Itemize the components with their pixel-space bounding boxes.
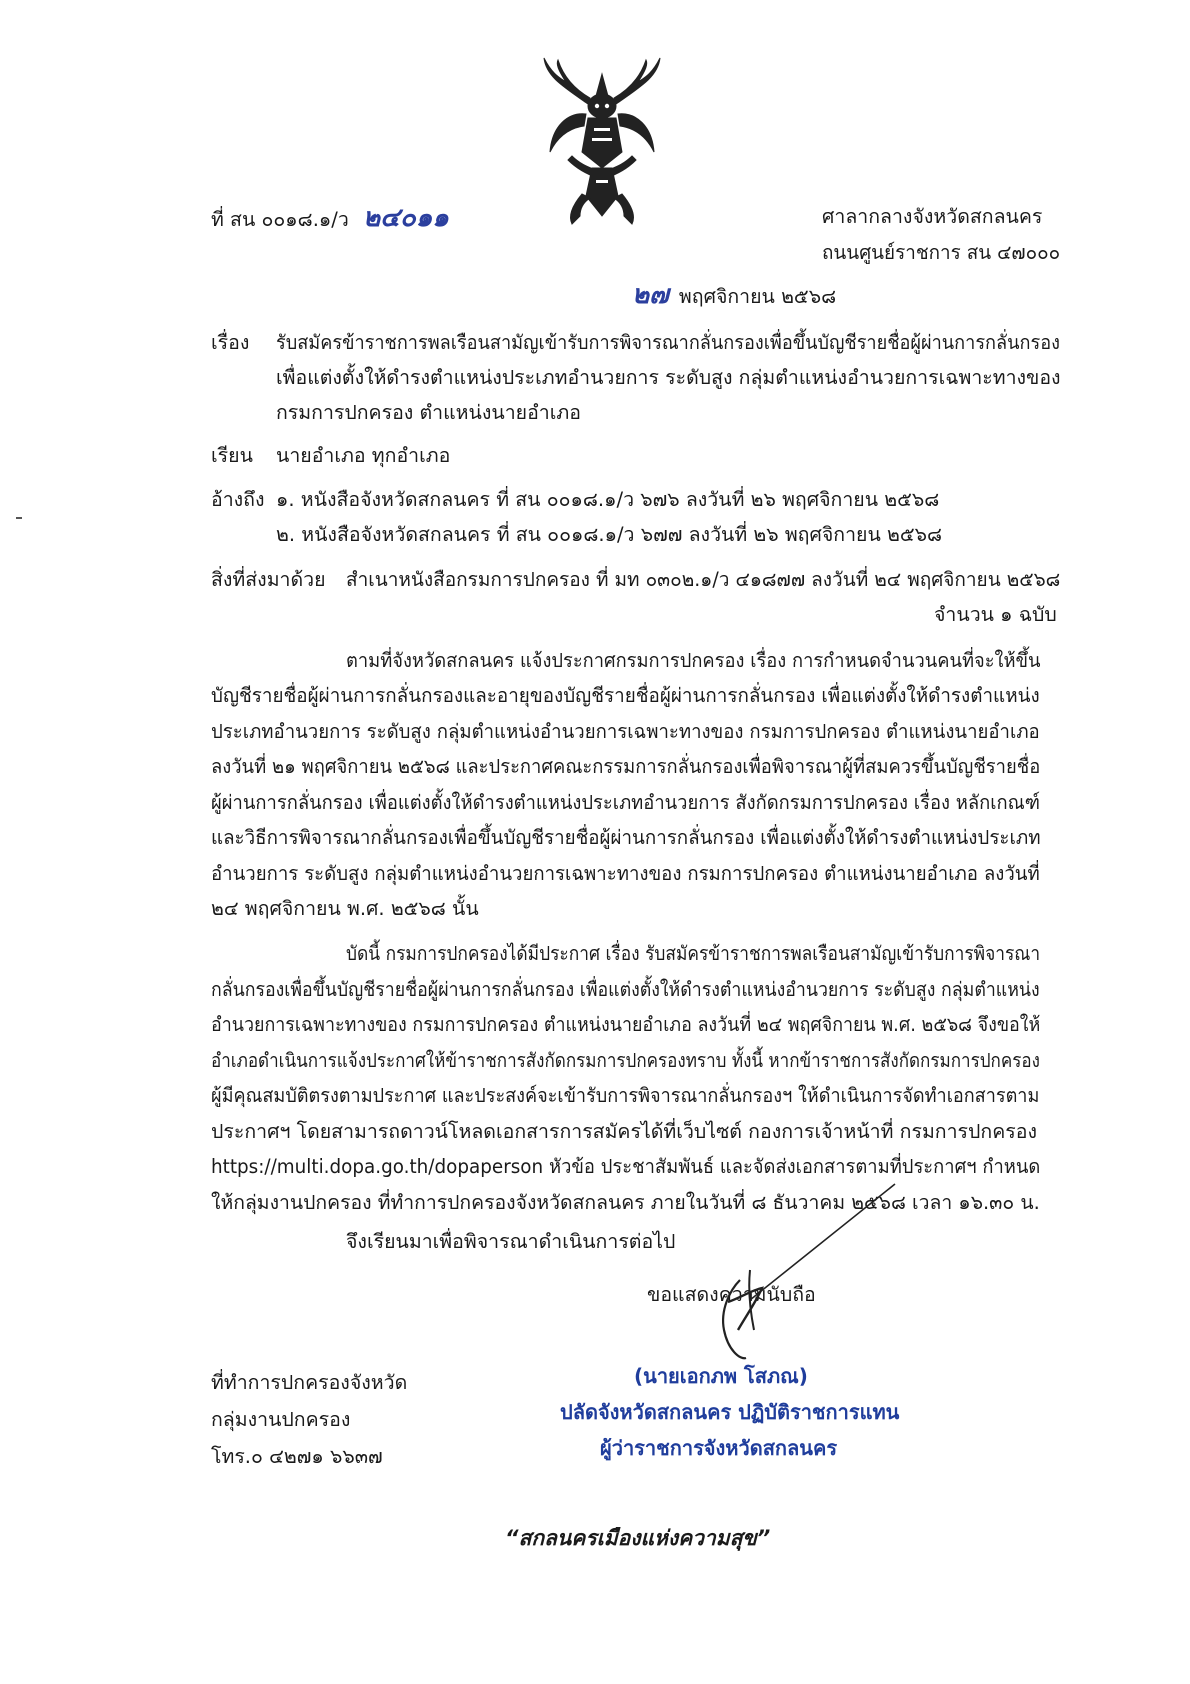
paragraph-line: ลงวันที่ ๒๑ พฤศจิกายน ๒๕๖๘ และประกาศคณะกรรมการกลั่นกรองเพื่อพิจารณาผู้ที่สมควรขึ้นบัญชีรายชื่อ xyxy=(211,755,1041,778)
paragraph-line: อำนวยการเฉพาะทางของ กรมการปกครอง ตำแหน่งนายอำเภอ ลงวันที่ ๒๔ พฤศจิกายน พ.ศ. ๒๕๖๘ จึงขอให้ xyxy=(211,1013,1041,1036)
handwritten-signature xyxy=(690,1180,900,1370)
paragraph-line: อำนวยการ ระดับสูง กลุ่มตำแหน่งอำนวยการเฉพาะทางของ กรมการปกครอง ตำแหน่งนายอำเภอ ลงวันที่ xyxy=(211,862,1040,885)
reference-item: ๑. หนังสือจังหวัดสกลนคร ที่ สน ๐๐๑๘.๑/ว ๖๗๖ ลงวันที่ ๒๖ พฤศจิกายน ๒๕๖๘ xyxy=(276,488,940,511)
date-day-handwritten: ๒๗ xyxy=(632,280,669,310)
reference-prefix: ที่ สน ๐๐๑๘.๑/ว xyxy=(211,208,349,231)
paragraph-line: ประกาศฯ โดยสามารถดาวน์โหลดเอกสารการสมัครได้ที่เว็บไซต์ กองการเจ้าหน้าที่ กรมการปกครอง xyxy=(211,1120,1037,1143)
paragraph-line: ตามที่จังหวัดสกลนคร แจ้งประกาศกรมการปกครอง เรื่อง การกำหนดจำนวนคนที่จะให้ขึ้น xyxy=(346,649,1041,672)
paragraph-line: กลั่นกรองเพื่อขึ้นบัญชีรายชื่อผู้ผ่านการกลั่นกรอง เพื่อแต่งตั้งให้ดำรงตำแหน่งอำนวยการ ระดับสูง กลุ่มตำแหน่ง xyxy=(211,978,1040,1001)
paragraph-line: บัดนี้ กรมการปกครองได้มีประกาศ เรื่อง รับสมัครข้าราชการพลเรือนสามัญเข้ารับการพิจารณา xyxy=(346,942,1041,965)
paragraph-line: ผู้มีคุณสมบัติตรงตามประกาศ และประสงค์จะเข้ารับการพิจารณากลั่นกรองฯ ให้ดำเนินการจัดทำเอกสารตาม xyxy=(211,1084,1040,1107)
closing-request: จึงเรียนมาเพื่อพิจารณาดำเนินการต่อไป xyxy=(346,1230,676,1253)
scan-mark xyxy=(16,517,22,519)
footer-phone: โทร.๐ ๔๒๗๑ ๖๖๓๗ xyxy=(211,1445,383,1468)
enclosure-count: จำนวน ๑ ฉบับ xyxy=(934,603,1057,626)
letter-date xyxy=(632,282,836,308)
paragraph-line: และวิธีการพิจารณากลั่นกรองเพื่อขึ้นบัญชีรายชื่อผู้ผ่านการกลั่นกรอง เพื่อแต่งตั้งให้ดำรงตำแหน่งประเภท xyxy=(211,826,1041,849)
salutation: ขอแสดงความนับถือ xyxy=(647,1283,816,1306)
paragraph-line: บัญชีรายชื่อผู้ผ่านการกลั่นกรองและอายุของบัญชีรายชื่อผู้ผ่านการกลั่นกรอง เพื่อแต่งตั้งให้ดำรงตำแหน่ง xyxy=(211,684,1040,707)
signer-position: ผู้ว่าราชการจังหวัดสกลนคร xyxy=(600,1436,838,1460)
enclosure-label: สิ่งที่ส่งมาด้วย xyxy=(211,568,326,591)
signer-name: (นายเอกภพ โสภณ) xyxy=(634,1364,808,1388)
office-name: ศาลากลางจังหวัดสกลนคร xyxy=(822,205,1043,228)
signer-position: ปลัดจังหวัดสกลนคร ปฏิบัติราชการแทน xyxy=(560,1400,900,1424)
garuda-emblem-icon xyxy=(542,56,662,226)
recipient-text: นายอำเภอ ทุกอำเภอ xyxy=(276,444,451,467)
footer-office: ที่ทำการปกครองจังหวัด xyxy=(211,1371,408,1394)
province-motto: “สกลนครเมืองแห่งความสุข” xyxy=(505,1526,771,1550)
paragraph-line: ผู้ผ่านการกลั่นกรอง เพื่อแต่งตั้งให้ดำรงตำแหน่งประเภทอำนวยการ สังกัดกรมการปกครอง เรื่อง หลักเกณฑ์ xyxy=(211,791,1040,814)
subject-line: กรมการปกครอง ตำแหน่งนายอำเภอ xyxy=(276,401,581,424)
footer-division: กลุ่มงานปกครอง xyxy=(211,1408,351,1431)
subject-line: เพื่อแต่งตั้งให้ดำรงตำแหน่งประเภทอำนวยการ ระดับสูง กลุ่มตำแหน่งอำนวยการเฉพาะทางของ xyxy=(276,366,1061,389)
references-label: อ้างถึง xyxy=(211,488,265,511)
reference-number-handwritten: ๒๔๐๑๑ xyxy=(363,203,449,233)
subject-label: เรื่อง xyxy=(211,331,250,354)
enclosure-text: สำเนาหนังสือกรมการปกครอง ที่ มท ๐๓๐๒.๑/ว ๔๑๘๗๗ ลงวันที่ ๒๔ พฤศจิกายน ๒๕๖๘ xyxy=(346,568,1061,591)
paragraph-line: ๒๔ พฤศจิกายน พ.ศ. ๒๕๖๘ นั้น xyxy=(211,897,479,920)
subject-line: รับสมัครข้าราชการพลเรือนสามัญเข้ารับการพิจารณากลั่นกรองเพื่อขึ้นบัญชีรายชื่อผู้ผ่านการกลั่นกรอง xyxy=(276,331,1060,354)
date-month-year: พฤศจิกายน ๒๕๖๘ xyxy=(678,285,837,308)
reference-item: ๒. หนังสือจังหวัดสกลนคร ที่ สน ๐๐๑๘.๑/ว ๖๗๗ ลงวันที่ ๒๖ พฤศจิกายน ๒๕๖๘ xyxy=(276,523,943,546)
office-address: ถนนศูนย์ราชการ สน ๔๗๐๐๐ xyxy=(822,241,1061,264)
paragraph-line: อำเภอดำเนินการแจ้งประกาศให้ข้าราชการสังกัดกรมการปกครองทราบ ทั้งนี้ หากข้าราชการสังกัดกรมการปกครอง xyxy=(211,1049,1040,1072)
paragraph-line: ประเภทอำนวยการ ระดับสูง กลุ่มตำแหน่งอำนวยการเฉพาะทางของ กรมการปกครอง ตำแหน่งนายอำเภอ xyxy=(211,720,1040,743)
reference-number xyxy=(211,205,449,231)
website-url-line: https://multi.dopa.go.th/dopaperson หัวข้อ ประชาสัมพันธ์ และจัดส่งเอกสารตามที่ประกาศฯ กำหนด xyxy=(211,1155,1041,1178)
paragraph-line: ให้กลุ่มงานปกครอง ที่ทำการปกครองจังหวัดสกลนคร ภายในวันที่ ๘ ธันวาคม ๒๕๖๘ เวลา ๑๖.๓๐ น. xyxy=(211,1191,1040,1214)
recipient-label: เรียน xyxy=(211,444,253,467)
